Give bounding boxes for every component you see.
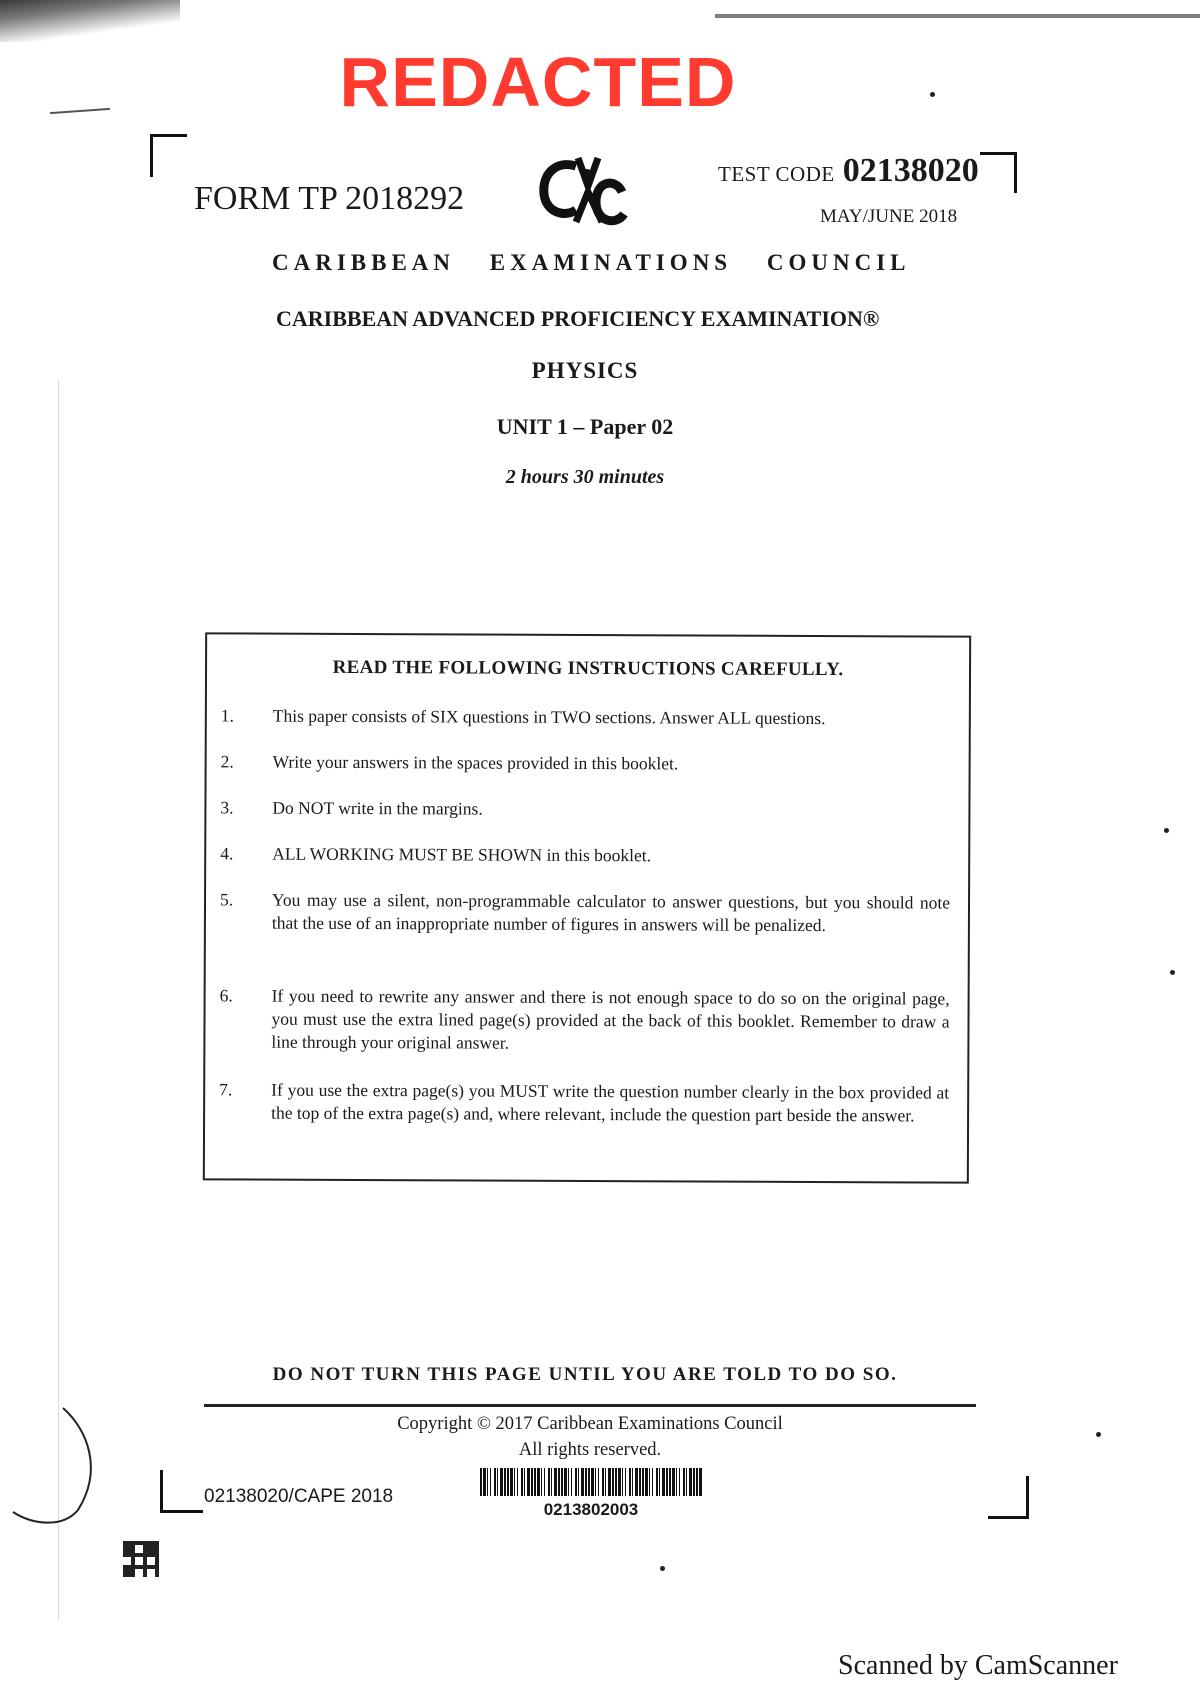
instruction-text: You may use a silent, non-programmable calculator to answer questions, but you should note that the use of an inappropriate number of figures in answers will be penalized. [271,889,951,936]
instruction-text: If you use the extra page(s) you MUST write the question number clearly in the box provided at the top of the extra page(s) and, where relevant, include the question part beside the answer. [271,1079,950,1126]
crop-mark-bottom-left [160,1470,203,1513]
scan-dot [660,1566,665,1571]
scanner-watermark: Scanned by CamScanner [838,1650,1118,1681]
crop-mark-top-left [150,134,187,177]
test-code-value: 02138020 [842,152,979,189]
test-code-label: TEST CODE [718,162,835,186]
paper-code: 02138020/CAPE 2018 [204,1486,394,1507]
exam-session: MAY/JUNE 2018 [820,206,958,227]
exam-name: CARIBBEAN ADVANCED PROFICIENCY EXAMINATION® [276,306,880,331]
instruction-number: 3. [220,797,234,818]
copyright-line: Copyright © 2017 Caribbean Examinations Council [397,1414,783,1434]
instructions-box [203,632,971,1183]
instruction-text: This paper consists of SIX questions in TWO sections. Answer ALL questions. [272,705,826,729]
instruction-number: 4. [220,843,234,864]
instruction-text: ALL WORKING MUST BE SHOWN in this booklet. [272,843,652,866]
do-not-turn-notice: DO NOT TURN THIS PAGE UNTIL YOU ARE TOLD TO DO SO. [272,1364,898,1385]
scan-edge-line [715,14,1200,18]
cxc-logo-icon [536,152,628,232]
instruction-number: 1. [220,705,235,726]
instruction-text: Do NOT write in the margins. [272,797,483,819]
crop-mark-bottom-right [988,1476,1029,1519]
scan-dot [930,92,935,97]
scan-shadow [0,0,180,42]
test-code [718,152,979,190]
qr-code-icon [122,1540,160,1578]
council-word: COUNCIL [766,250,911,275]
instruction-item [220,888,950,937]
exam-duration: 2 hours 30 minutes [505,466,665,488]
instruction-item [220,842,950,868]
instruction-item [220,796,950,822]
crop-mark-top-right [980,152,1017,193]
instruction-number: 6. [219,985,233,1006]
instruction-number: 5. [219,889,234,910]
instruction-text: Write your answers in the spaces provided in this booklet. [272,751,679,774]
form-number: FORM TP 2018292 [194,180,465,217]
footer-rule [204,1404,976,1407]
instruction-number: 2. [220,751,234,772]
instruction-text: If you need to rewrite any answer and there is not enough space to do so on the original page, you must use the extra lined page(s) provided at the back of this booklet. Remember to draw a line through your original answer. [271,985,950,1053]
council-word: EXAMINATIONS [489,250,733,275]
instruction-item [219,984,949,1056]
unit-title: UNIT 1 – Paper 02 [496,414,674,439]
scan-dot [1164,828,1169,833]
instructions-heading: READ THE FOLLOWING INSTRUCTIONS CAREFULLY. [332,656,844,681]
barcode-number: 0213802003 [543,1500,639,1519]
barcode-icon [480,1468,702,1496]
instruction-number: 7. [219,1079,233,1100]
council-name [272,250,934,276]
subject-title: PHYSICS [531,358,639,383]
scan-mark [50,108,110,114]
council-word: CARIBBEAN [272,250,456,275]
scan-dot [1170,970,1175,975]
redaction-label: REDACTED [339,43,737,121]
rights-line: All rights reserved. [518,1440,662,1460]
instruction-item [221,704,951,730]
instruction-item [221,750,951,776]
instruction-item [219,1078,949,1127]
